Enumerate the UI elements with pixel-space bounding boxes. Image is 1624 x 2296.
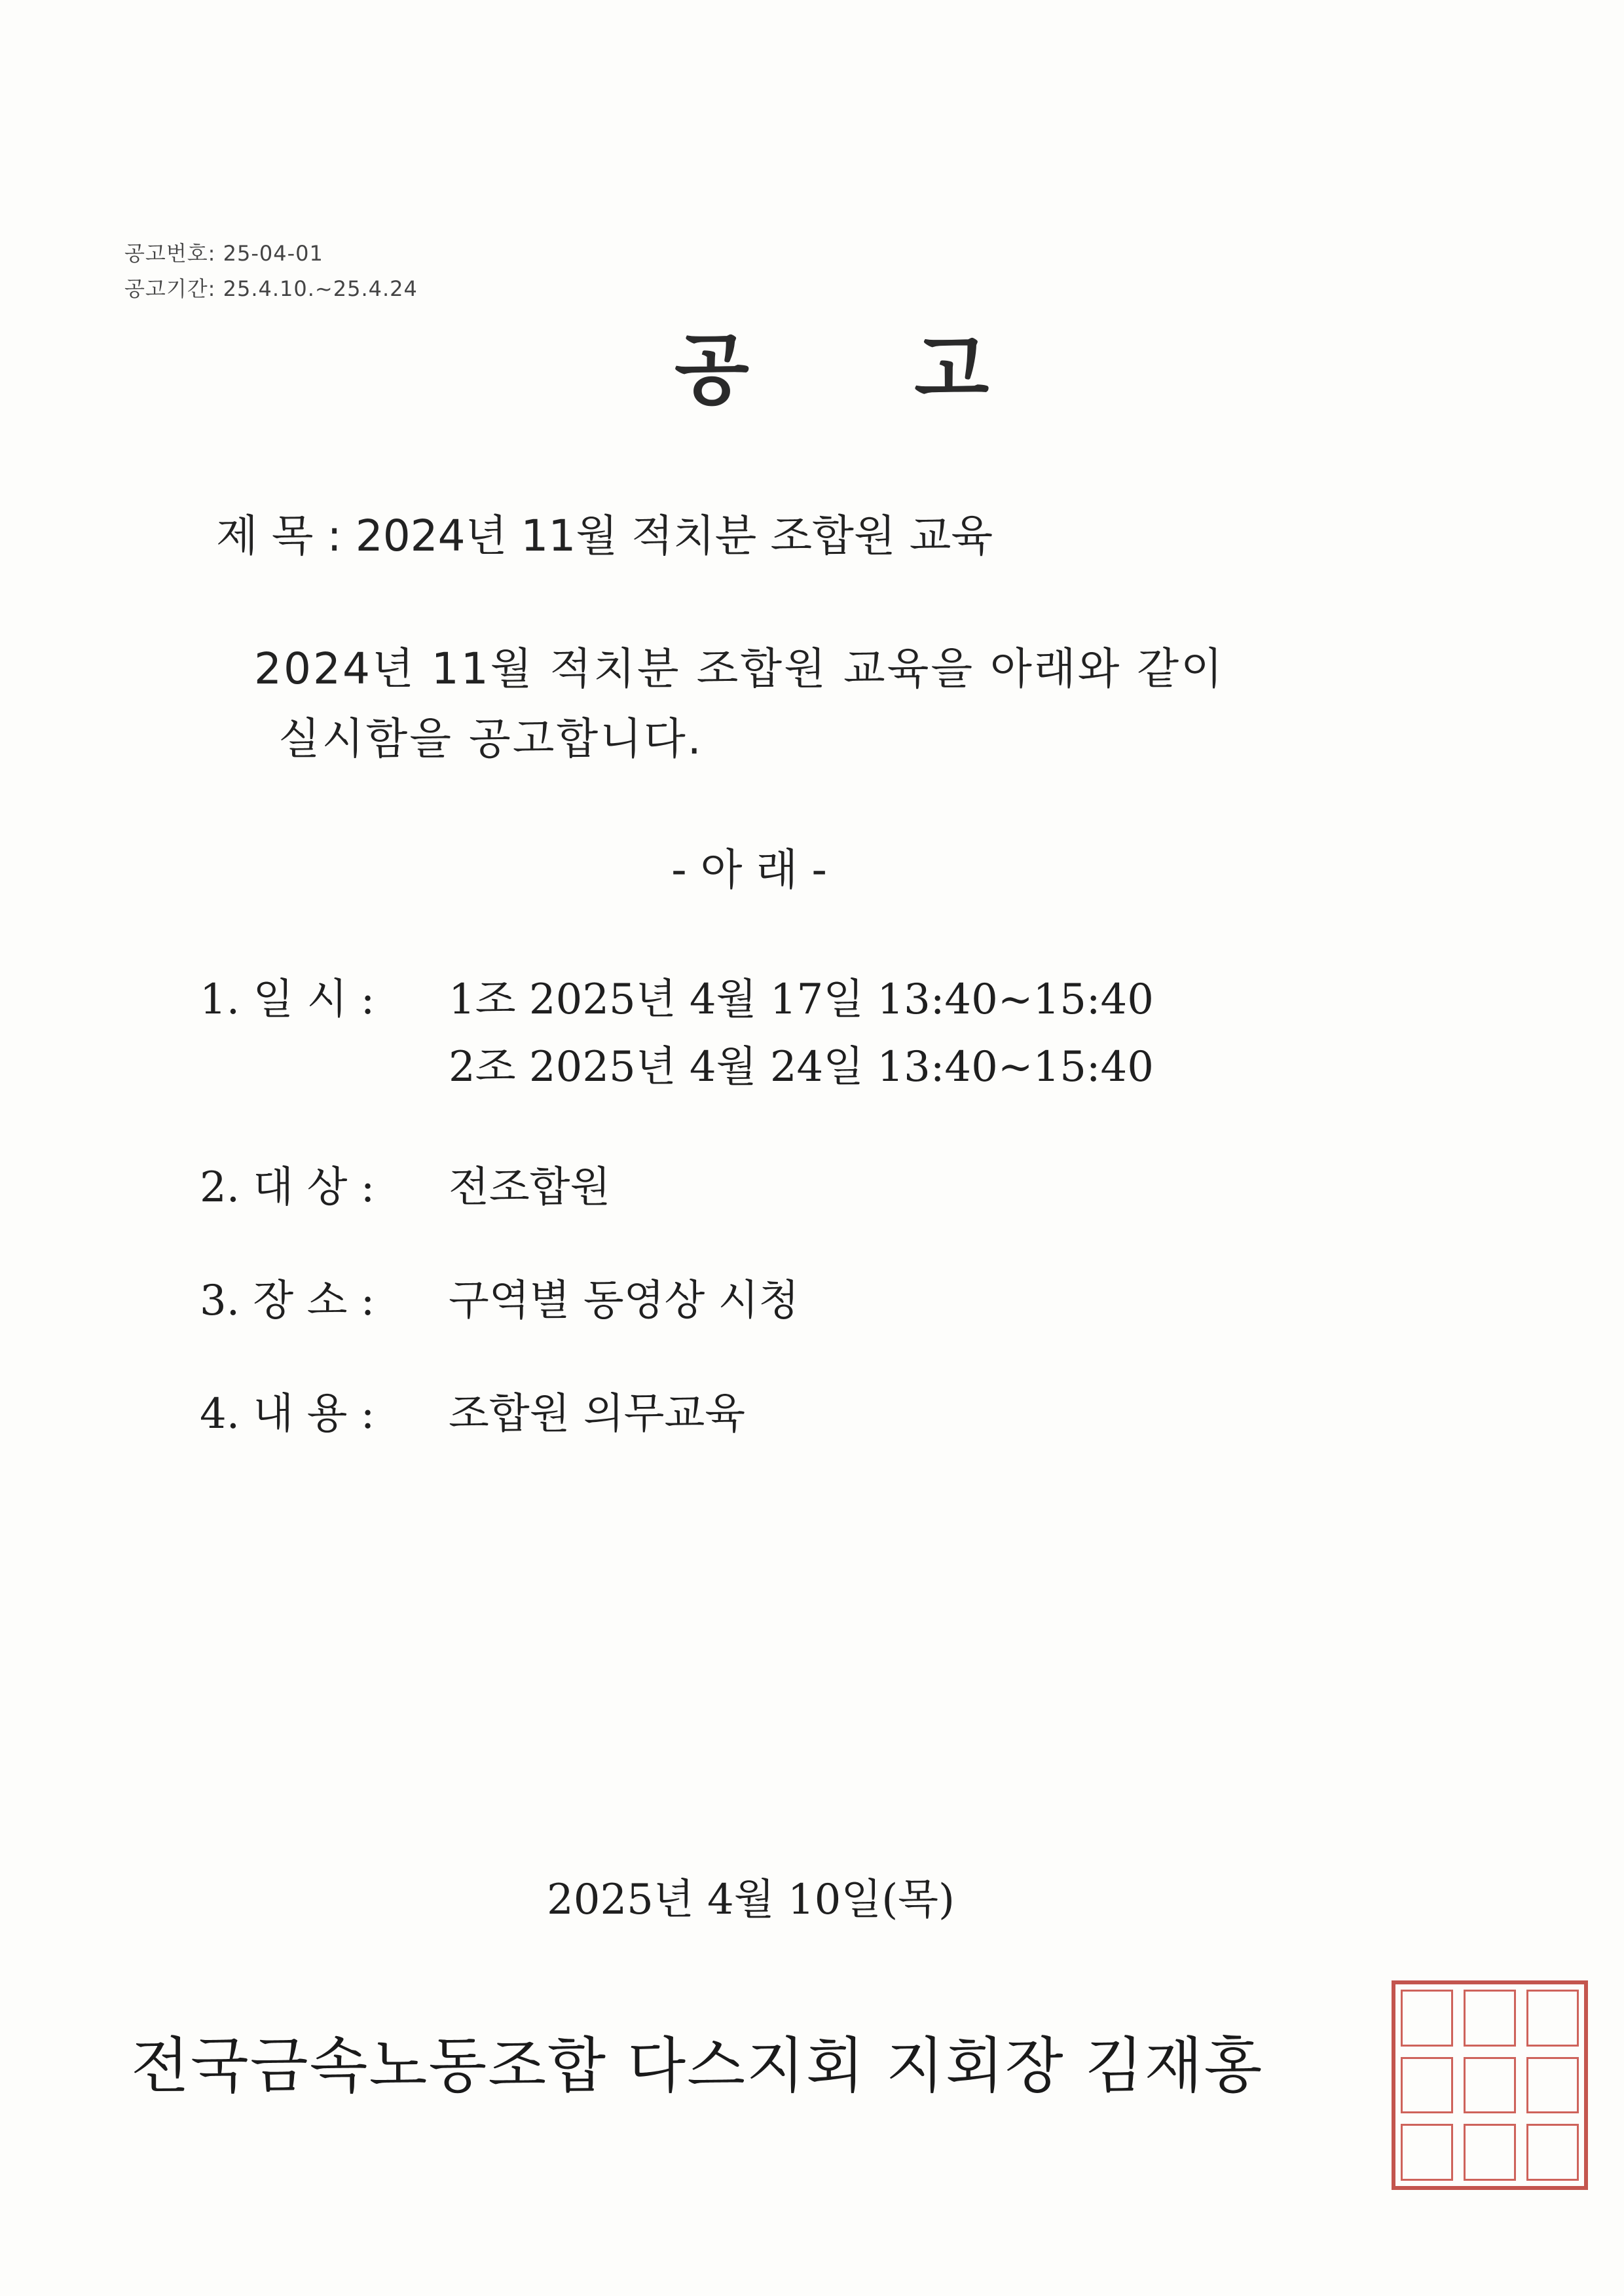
body-line-1: 2024년 11월 적치분 조합원 교육을 아래와 같이: [254, 644, 1225, 694]
divider-heading: - 아 래 -: [671, 845, 828, 895]
subject-text: 2024년 11월 적치분 조합원 교육: [355, 511, 993, 561]
item-schedule-line-1: 1조 2025년 4월 17일 13:40~15:40: [449, 975, 1154, 1024]
item-target-label: 2. 대 상 :: [200, 1163, 375, 1212]
document-title: [674, 308, 989, 419]
item-schedule-line-2: 2조 2025년 4월 24일 13:40~15:40: [449, 1043, 1154, 1091]
item-content-value: 조합원 의무교육: [449, 1390, 746, 1438]
document-date: 2025년 4월 10일(목): [547, 1876, 955, 1924]
item-location-label: 3. 장 소 :: [200, 1277, 375, 1325]
notice-number: 공고번호: 25-04-01: [124, 241, 323, 266]
body-line-2: 실시함을 공고합니다.: [278, 714, 703, 764]
signature-line: 전국금속노동조합 다스지회 지회장 김재홍: [131, 2031, 1264, 2101]
notice-period: 공고기간: 25.4.10.~25.4.24: [124, 276, 418, 301]
item-target-value: 전조합원: [449, 1163, 611, 1212]
title-char-1: 공: [674, 325, 749, 415]
item-location-value: 구역별 동영상 시청: [449, 1277, 800, 1325]
title-char-2: 고: [914, 325, 989, 415]
subject-label: 제 목 :: [216, 511, 342, 561]
item-content-label: 4. 내 용 :: [200, 1390, 375, 1438]
item-label: 1. 일 시 :: [200, 975, 375, 1024]
subject-line: [216, 501, 993, 563]
official-seal-stamp: [1392, 1980, 1588, 2190]
item-schedule: [200, 966, 375, 1026]
